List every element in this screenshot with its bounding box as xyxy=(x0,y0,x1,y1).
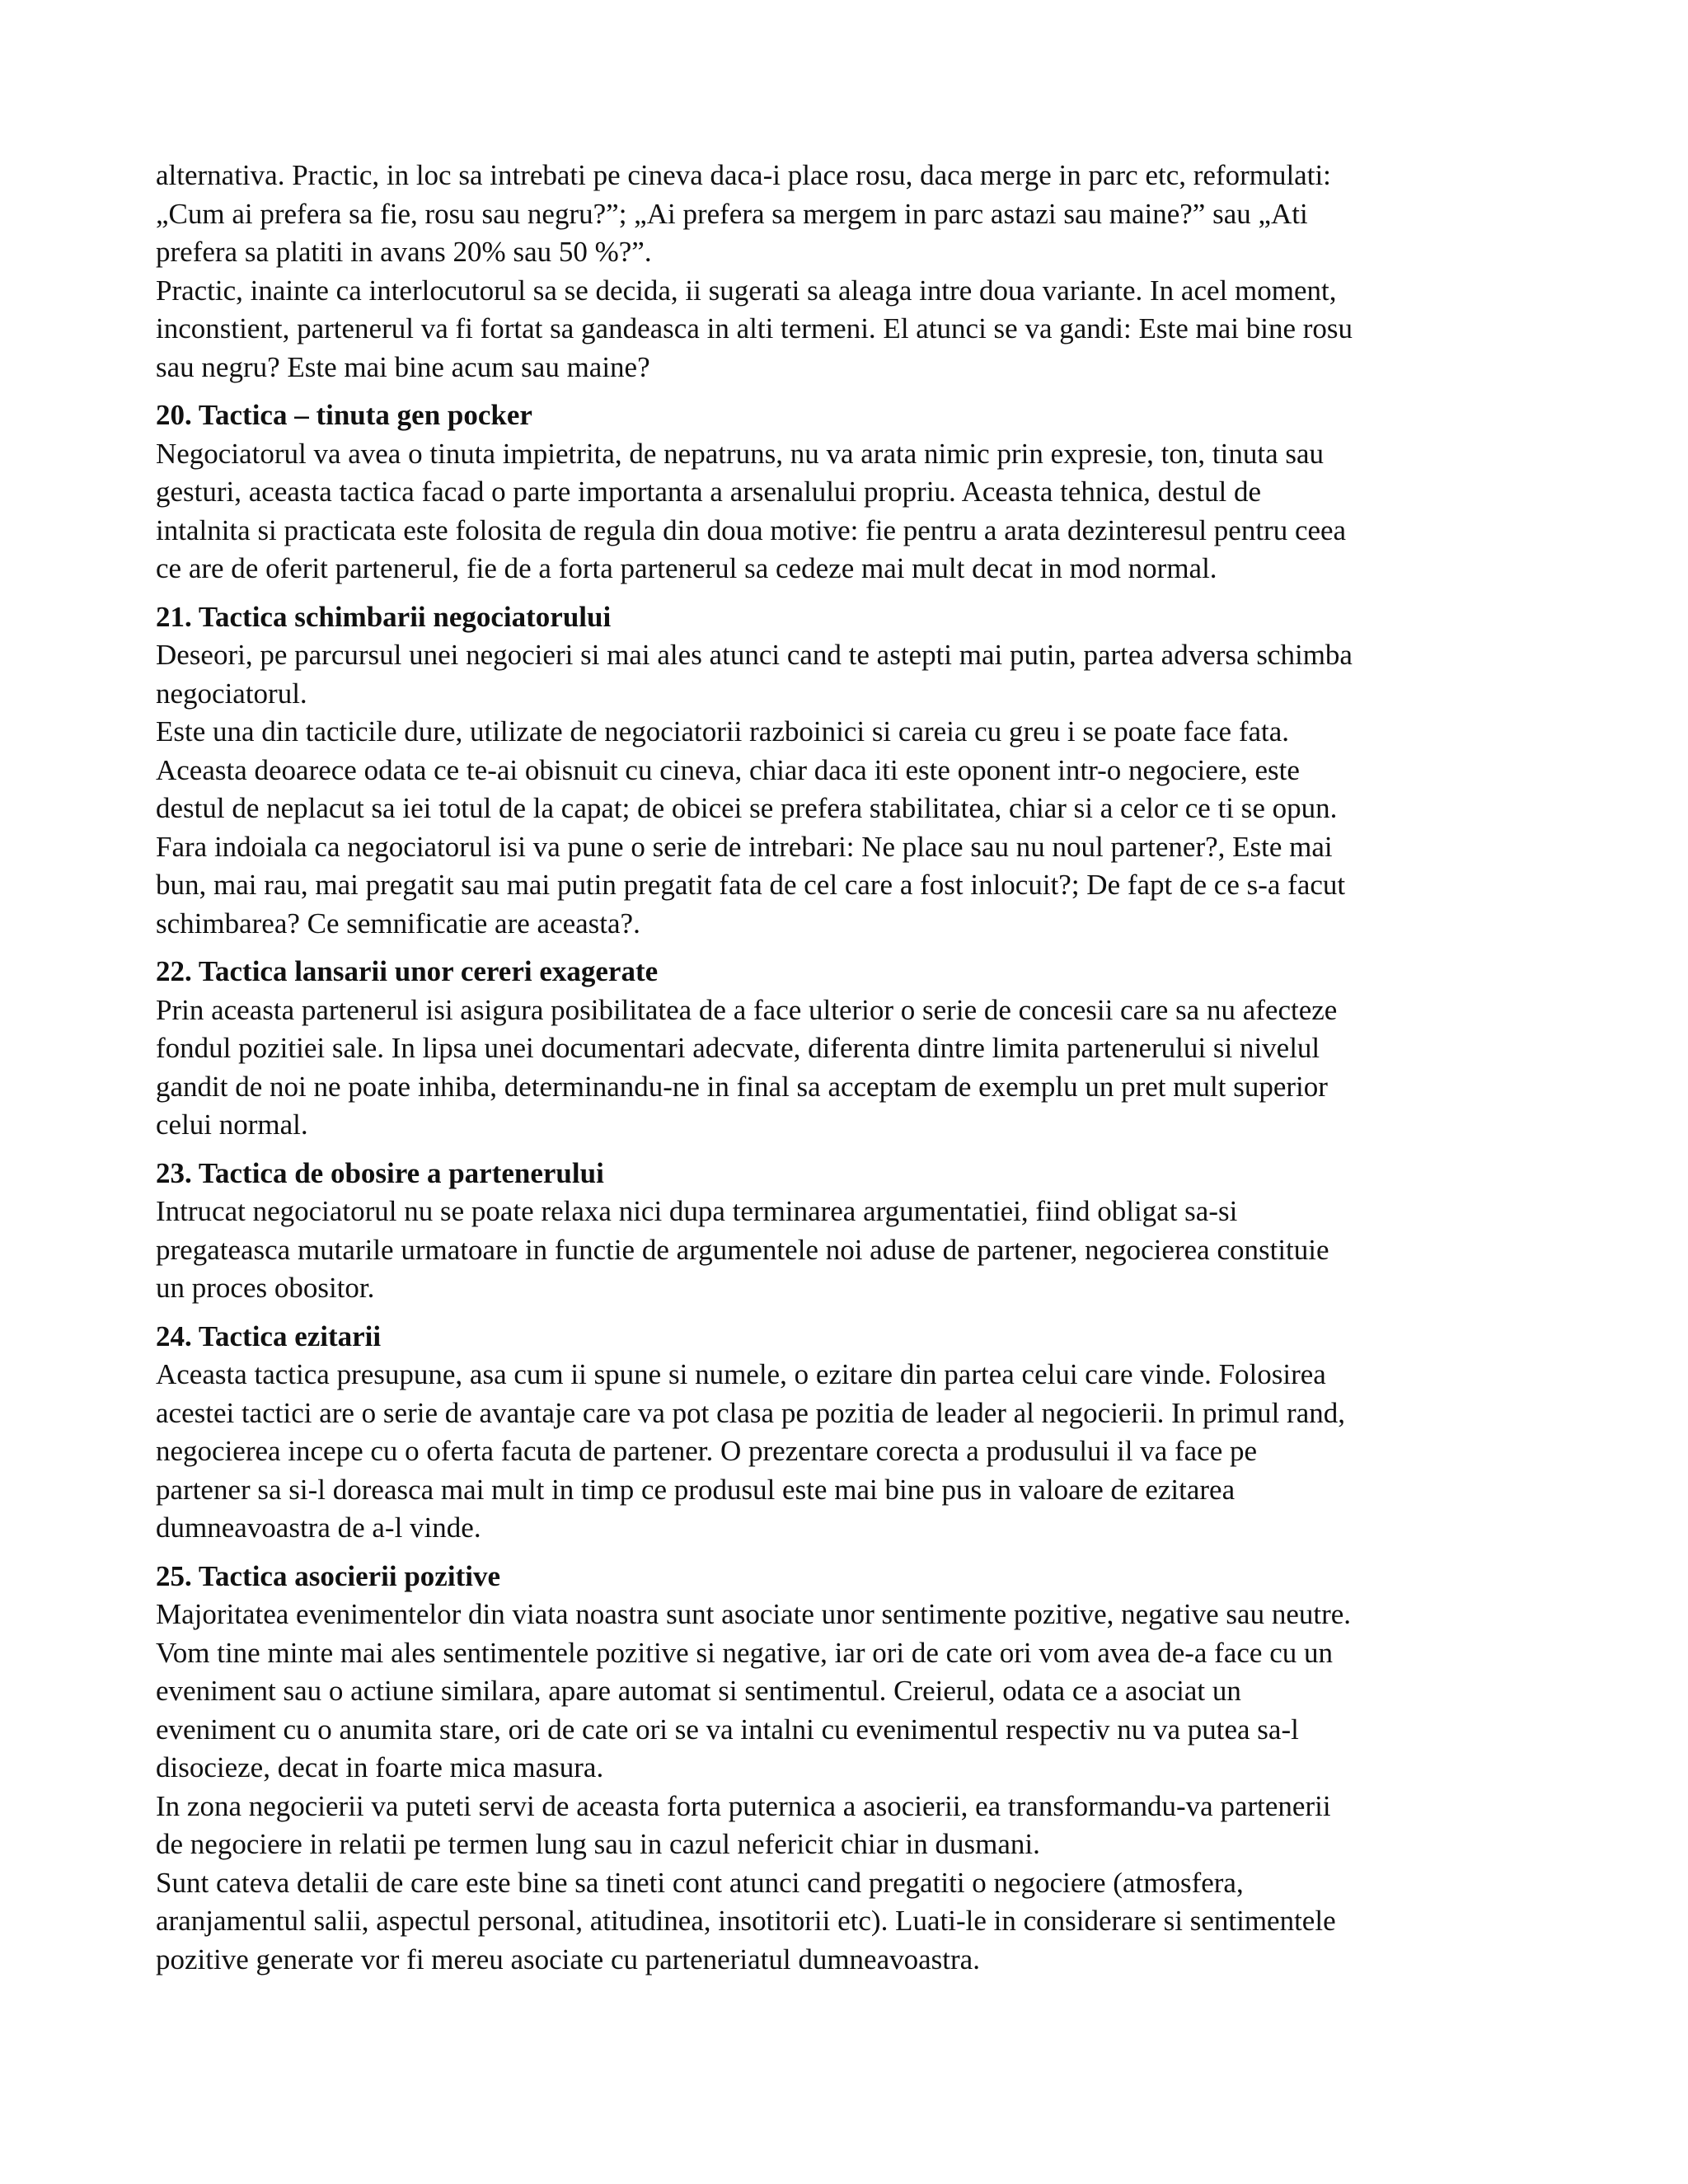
text-line: Este una din tacticile dure, utilizate de negociatorii razboinici si careia cu greu i se poate face fata. xyxy=(156,715,1290,748)
document-page xyxy=(156,157,1557,1979)
intro-paragraph xyxy=(156,157,1557,387)
text-line: negocierea incepe cu o oferta facuta de partener. O prezentare corecta a produsului il va face pe xyxy=(156,1435,1258,1467)
text-line: gesturi, aceasta tactica facad o parte importanta a arsenalului propriu. Aceasta tehnica, destul de xyxy=(156,476,1262,508)
text-line: In zona negocierii va puteti servi de aceasta forta puternica a asocierii, ea transformandu-va partenerii xyxy=(156,1789,1331,1822)
text-line: un proces obositor. xyxy=(156,1272,375,1304)
text-line: Fara indoiala ca negociatorul isi va pune o serie de intrebari: Ne place sau nu noul partener?, Este mai xyxy=(156,830,1333,863)
text-line: intalnita si practicata este folosita de regula din doua motive: fie pentru a arata dezinteresul pentru ceea xyxy=(156,513,1347,546)
text-line: „Cum ai prefera sa fie, rosu sau negru?”; „Ai prefera sa mergem in parc astazi sau maine?” sau „Ati xyxy=(156,197,1308,230)
section-25 xyxy=(156,1558,1557,1980)
section-22 xyxy=(156,953,1557,1145)
section-20 xyxy=(156,396,1557,588)
text-line: Deseori, pe parcursul unei negocieri si mai ales atunci cand te astepti mai putin, partea adversa schimba xyxy=(156,639,1353,671)
text-line: de negociere in relatii pe termen lung sau in cazul nefericit chiar in dusmani. xyxy=(156,1828,1040,1860)
text-line: Aceasta tactica presupune, asa cum ii spune si numele, o ezitare din partea celui care vinde. Folosirea xyxy=(156,1358,1326,1390)
text-line: disocieze, decat in foarte mica masura. xyxy=(156,1751,604,1783)
text-line: fondul pozitiei sale. In lipsa unei documentari adecvate, diferenta dintre limita partenerului si nivelul xyxy=(156,1032,1320,1064)
text-line: acestei tactici are o serie de avantaje care va pot clasa pe pozitia de leader al negocierii. In primul rand, xyxy=(156,1396,1345,1429)
text-line: Practic, inainte ca interlocutorul sa se decida, ii sugerati sa aleaga intre doua variante. In acel moment, xyxy=(156,274,1337,307)
text-line: schimbarea? Ce semnificatie are aceasta?. xyxy=(156,907,640,940)
section-heading: 23. Tactica de obosire a partenerului xyxy=(156,1156,604,1189)
text-line: dumneavoastra de a-l vinde. xyxy=(156,1511,481,1544)
text-line: Negociatorul va avea o tinuta impietrita, de nepatruns, nu va arata nimic prin expresie, ton, tinuta sau xyxy=(156,437,1325,470)
text-line: gandit de noi ne poate inhiba, determinandu-ne in final sa acceptam de exemplu un pret mult superior xyxy=(156,1070,1328,1103)
text-line: Majoritatea evenimentelor din viata noastra sunt asociate unor sentimente pozitive, negative sau neutre. xyxy=(156,1598,1352,1630)
section-21 xyxy=(156,598,1557,944)
text-line: prefera sa platiti in avans 20% sau 50 %?”. xyxy=(156,236,652,268)
text-line: sau negru? Este mai bine acum sau maine? xyxy=(156,350,650,383)
text-line: negociatorul. xyxy=(156,677,307,710)
text-line: destul de neplacut sa iei totul de la capat; de obicei se prefera stabilitatea, chiar si a celor ce ti se opun. xyxy=(156,792,1338,824)
section-heading: 20. Tactica – tinuta gen pocker xyxy=(156,399,532,431)
text-line: alternativa. Practic, in loc sa intrebati pe cineva daca-i place rosu, daca merge in parc etc, reformulati: xyxy=(156,159,1331,191)
text-line: pozitive generate vor fi mereu asociate cu parteneriatul dumneavoastra. xyxy=(156,1943,980,1975)
text-line: ce are de oferit partenerul, fie de a forta partenerul sa cedeze mai mult decat in mod normal. xyxy=(156,552,1217,584)
section-heading: 21. Tactica schimbarii negociatorului xyxy=(156,600,612,633)
text-line: Vom tine minte mai ales sentimentele pozitive si negative, iar ori de cate ori vom avea de-a face cu un xyxy=(156,1636,1333,1669)
text-line: aranjamentul salii, aspectul personal, atitudinea, insotitorii etc). Luati-le in considerare si sentimentele xyxy=(156,1905,1336,1937)
section-24 xyxy=(156,1318,1557,1548)
section-heading: 25. Tactica asocierii pozitive xyxy=(156,1559,500,1592)
text-line: pregateasca mutarile urmatoare in functie de argumentele noi aduse de partener, negocierea constituie xyxy=(156,1233,1329,1266)
text-line: partener sa si-l doreasca mai mult in timp ce produsul este mai bine pus in valoare de ezitarea xyxy=(156,1473,1236,1506)
section-heading: 24. Tactica ezitarii xyxy=(156,1319,382,1352)
text-line: eveniment sau o actiune similara, apare automat si sentimentul. Creierul, odata ce a asociat un xyxy=(156,1675,1241,1707)
text-line: Prin aceasta partenerul isi asigura posibilitatea de a face ulterior o serie de concesii care sa nu afecteze xyxy=(156,993,1338,1026)
text-line: Aceasta deoarece odata ce te-ai obisnuit cu cineva, chiar daca iti este oponent intr-o negociere, este xyxy=(156,753,1300,786)
text-line: bun, mai rau, mai pregatit sau mai putin pregatit fata de cel care a fost inlocuit?; De fapt de ce s-a facut xyxy=(156,869,1346,901)
text-line: celui normal. xyxy=(156,1108,308,1141)
text-line: eveniment cu o anumita stare, ori de cate ori se va intalni cu evenimentul respectiv nu va putea sa-l xyxy=(156,1713,1299,1746)
text-line: inconstient, partenerul va fi fortat sa gandeasca in alti termeni. El atunci se va gandi: Este mai bine rosu xyxy=(156,312,1353,344)
text-line: Sunt cateva detalii de care este bine sa tineti cont atunci cand pregatiti o negociere (atmosfera, xyxy=(156,1866,1244,1899)
section-heading: 22. Tactica lansarii unor cereri exagerate xyxy=(156,955,659,987)
text-line: Intrucat negociatorul nu se poate relaxa nici dupa terminarea argumentatiei, fiind obligat sa-si xyxy=(156,1195,1238,1227)
section-23 xyxy=(156,1155,1557,1308)
